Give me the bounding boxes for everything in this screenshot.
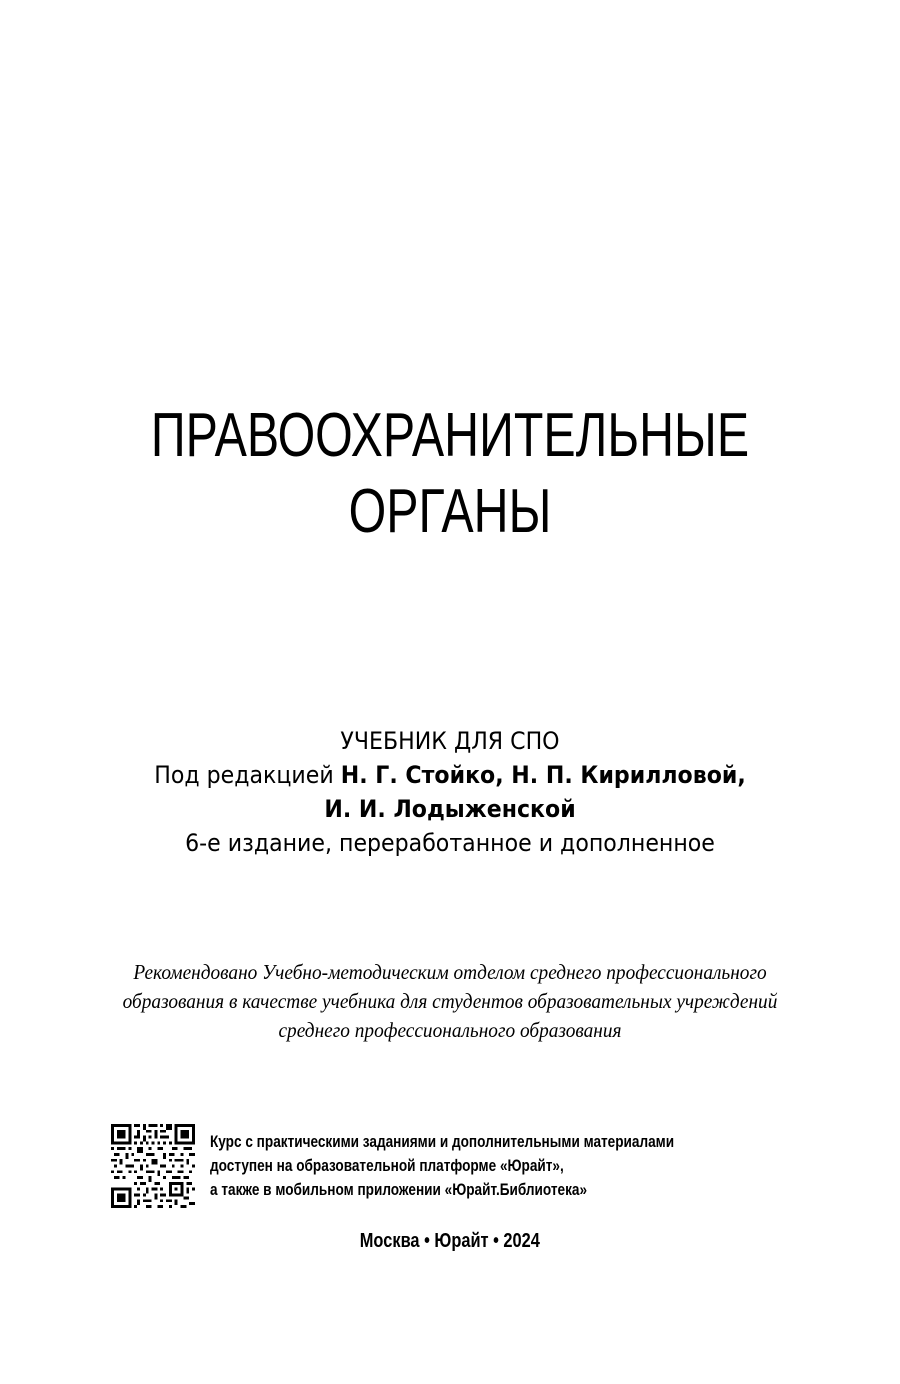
editors-names-1: Н. Г. Стойко, Н. П. Кирилловой, — [340, 761, 746, 789]
editors-prefix: Под редакцией — [154, 761, 341, 789]
course-note-line-1: Курс с практическими заданиями и дополнительными материалами — [210, 1132, 675, 1151]
recommendation-note — [0, 958, 900, 1045]
recommendation-line-2: образования в качестве учебника для студентов образовательных учреждений — [122, 989, 778, 1013]
editors-names-2: И. И. Лодыженской — [324, 795, 576, 823]
publisher-imprint — [0, 1226, 900, 1256]
book-title-line-1: ПРАВООХРАНИТЕЛЬНЫЕ — [150, 401, 750, 470]
book-title — [0, 398, 900, 550]
book-type: УЧЕБНИК ДЛЯ СПО — [340, 727, 560, 755]
course-note — [210, 1130, 850, 1202]
book-title-line-2: ОРГАНЫ — [348, 477, 552, 546]
course-note-line-3: а также в мобильном приложении «Юрайт.Библиотека» — [210, 1180, 588, 1199]
editors-line-1 — [36, 758, 864, 792]
edition-note: 6-е издание, переработанное и дополненное — [185, 829, 715, 857]
course-note-line-2: доступен на образовательной платформе «Юрайт», — [210, 1156, 564, 1175]
book-subtitle — [0, 724, 900, 860]
recommendation-line-1: Рекомендовано Учебно-методическим отделом среднего профессионального — [133, 960, 767, 984]
qr-code-icon[interactable] — [111, 1124, 195, 1208]
imprint-text: Москва • Юрайт • 2024 — [359, 1230, 541, 1252]
recommendation-line-3: среднего профессионального образования — [278, 1018, 622, 1042]
